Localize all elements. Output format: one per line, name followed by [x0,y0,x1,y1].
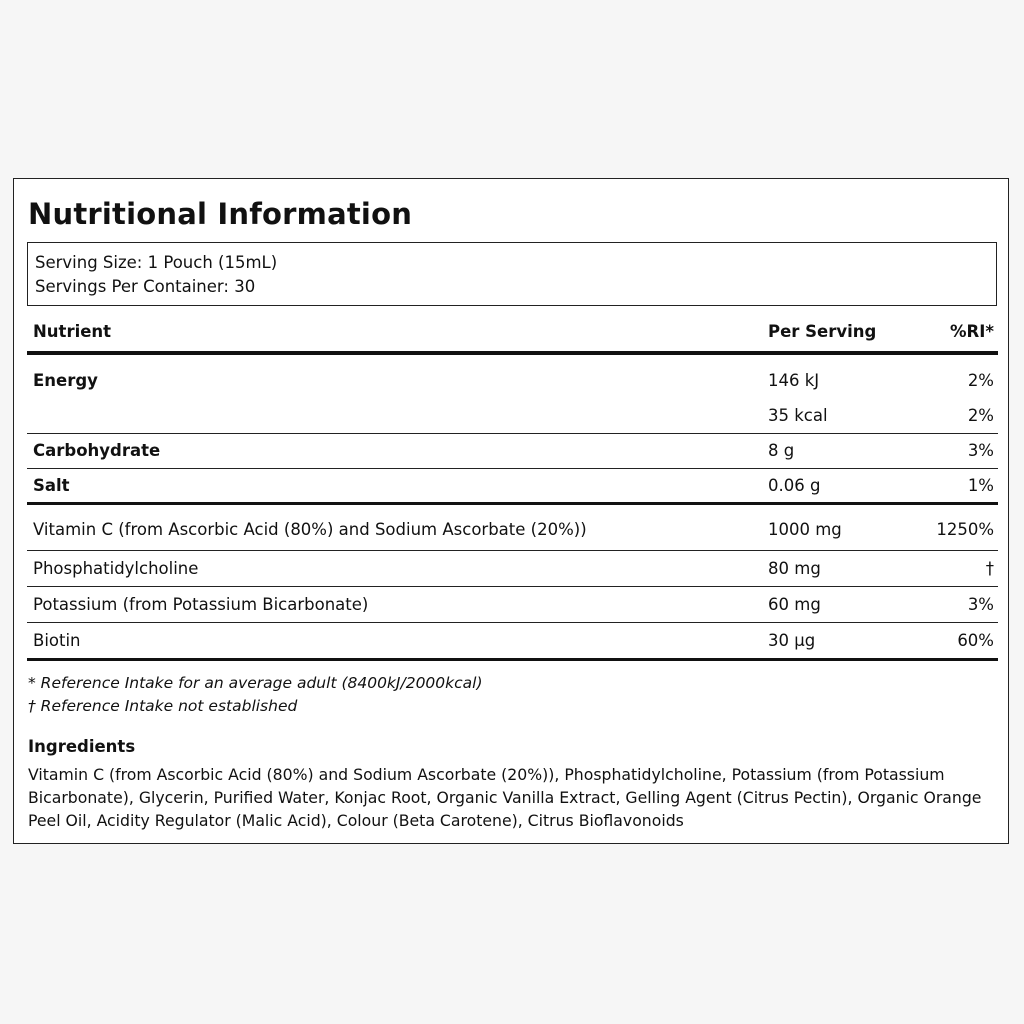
table-row-salt [27,469,998,505]
ri-value: 2% [967,371,994,390]
footnote-not-established: † Reference Intake not established [28,697,298,715]
table-header-row [27,310,998,355]
ri-value: † [985,559,994,578]
ri-value: 1% [967,476,994,495]
per-serving-value: 0.06 g [768,476,821,495]
per-serving-value: 30 µg [768,631,816,650]
per-serving-value: 80 mg [768,559,821,578]
page-title: Nutritional Information [28,197,413,231]
ri-value: 1250% [936,520,994,539]
nutrition-panel [13,178,1009,844]
header-per-serving: Per Serving [768,322,877,341]
table-row-carbohydrate [27,434,998,469]
per-serving-value: 146 kJ [768,371,820,390]
ri-value: 2% [967,406,994,425]
nutrient-name: Carbohydrate [33,441,161,460]
serving-size: Serving Size: 1 Pouch (15mL) [35,253,278,272]
table-row-biotin [27,623,998,661]
header-ri: %RI* [949,322,994,341]
nutrition-table [27,310,998,661]
ri-value: 3% [967,595,994,614]
per-serving-value: 35 kcal [768,406,828,425]
footnote-reference-intake: * Reference Intake for an average adult (8400kJ/2000kcal) [28,674,483,692]
table-row-vitamin-c [27,505,998,551]
ri-value: 60% [957,631,994,650]
serving-info-box [27,242,997,306]
header-nutrient: Nutrient [33,322,112,341]
table-row-phosphatidylcholine [27,551,998,587]
nutrient-name: Vitamin C (from Ascorbic Acid (80%) and Sodium Ascorbate (20%)) [33,520,587,539]
per-serving-value: 8 g [768,441,795,460]
nutrient-name: Potassium (from Potassium Bicarbonate) [33,595,369,614]
table-row-energy-kj [27,355,998,399]
nutrient-name: Phosphatidylcholine [33,559,199,578]
per-serving-value: 60 mg [768,595,821,614]
footnotes [28,672,483,718]
per-serving-value: 1000 mg [768,520,842,539]
table-row-potassium [27,587,998,623]
servings-per-container: Servings Per Container: 30 [35,277,256,296]
table-row-energy-kcal [27,399,998,434]
ingredients-heading: Ingredients [28,737,136,756]
ingredients-text: Vitamin C (from Ascorbic Acid (80%) and Sodium Ascorbate (20%)), Phosphatidylcholine, Potassium (from Potassium Bicarbonate), Glycerin, Purified Water, Konjac Root, Organic Vanilla Extract, Gelling Agent (Citrus Pectin), Organic Orange Peel Oil, Acidity Regulator (Malic Acid), Colour (Beta Carotene), Citrus Bioflavonoids [28,765,982,830]
ri-value: 3% [967,441,994,460]
nutrient-name: Biotin [33,631,81,650]
nutrient-name: Salt [33,476,70,495]
nutrient-name: Energy [33,371,98,390]
